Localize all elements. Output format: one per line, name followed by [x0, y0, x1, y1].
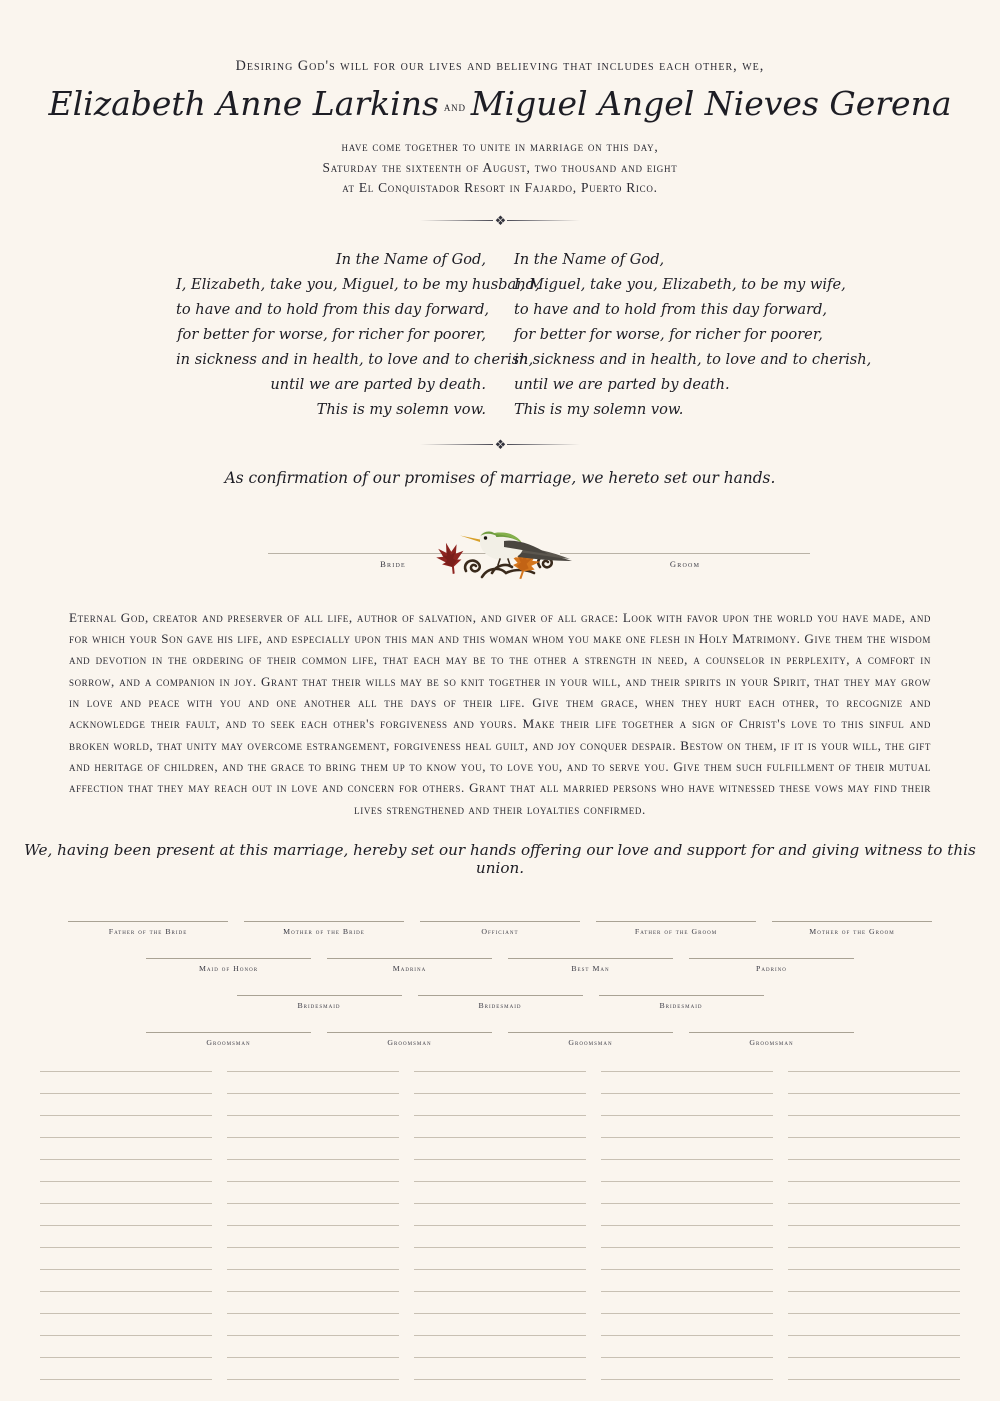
certificate-header	[0, 0, 1000, 199]
signature-rule	[68, 921, 228, 922]
guest-signature-line[interactable]	[601, 1313, 773, 1314]
hummingbird-illustration	[422, 511, 590, 589]
witness-slot[interactable]	[146, 958, 311, 973]
groom-signature-label: Groom	[669, 558, 701, 569]
guest-signature-line[interactable]	[788, 1269, 960, 1270]
guest-signature-line[interactable]	[788, 1137, 960, 1138]
witness-slot[interactable]	[420, 921, 580, 936]
witness-slot[interactable]	[599, 995, 764, 1010]
guest-signature-line[interactable]	[40, 1225, 212, 1226]
confirmation-statement: As confirmation of our promises of marriage, we hereto set our hands.	[224, 468, 776, 487]
guest-signature-line[interactable]	[414, 1137, 586, 1138]
guest-signature-line[interactable]	[227, 1137, 399, 1138]
guest-signature-line[interactable]	[788, 1357, 960, 1358]
ornamental-divider-bottom	[420, 437, 580, 453]
witness-row-parents	[0, 921, 1000, 936]
groom-vow-line: I, Miguel, take you, Elizabeth, to be my wife,	[514, 275, 846, 293]
guest-signature-line[interactable]	[40, 1093, 212, 1094]
groom-name: Miguel Angel Nieves Gerena	[470, 84, 952, 124]
witness-label: Best Man	[571, 963, 610, 973]
signature-rule	[689, 958, 854, 959]
signature-rule	[772, 921, 932, 922]
bride-vow-line: for better for worse, for richer for poorer,	[177, 326, 486, 344]
guest-signature-line[interactable]	[414, 1335, 586, 1336]
signature-rule	[508, 958, 673, 959]
guest-signature-line[interactable]	[601, 1269, 773, 1270]
guest-signature-line[interactable]	[227, 1071, 399, 1072]
guest-signature-line[interactable]	[601, 1357, 773, 1358]
guest-signature-line[interactable]	[227, 1203, 399, 1204]
witness-label: Mother of the Bride	[283, 926, 365, 936]
guest-signature-line[interactable]	[227, 1159, 399, 1160]
guest-signature-grid	[40, 1071, 960, 1401]
witness-slot[interactable]	[772, 921, 932, 936]
guest-signature-line[interactable]	[788, 1071, 960, 1072]
bride-vow-line: In the Name of God,	[335, 250, 486, 268]
guest-signature-line[interactable]	[601, 1093, 773, 1094]
signature-rule	[508, 1032, 673, 1033]
bride-signature-label: Bride	[380, 558, 406, 569]
witness-label: Groomsman	[749, 1037, 794, 1047]
guest-signature-line[interactable]	[788, 1379, 960, 1380]
bride-vow-line: in sickness and in health, to love and to cherish,	[176, 351, 534, 369]
witness-label: Groomsman	[568, 1037, 613, 1047]
guest-signature-line[interactable]	[601, 1291, 773, 1292]
vows-section	[0, 247, 1000, 423]
groom-vow-line: for better for worse, for richer for poorer,	[514, 326, 823, 344]
event-line-1: have come together to unite in marriage on this day,	[341, 138, 659, 154]
guest-signature-line[interactable]	[40, 1269, 212, 1270]
witness-label: Father of the Groom	[634, 926, 718, 936]
witness-statement: We, having been present at this marriage, hereby set our hands offering our love and support for and giving witness to this union.	[24, 840, 976, 877]
bride-vow-line: I, Elizabeth, take you, Miguel, to be my husband,	[176, 275, 540, 293]
signature-rule	[237, 995, 402, 996]
guest-signature-line[interactable]	[601, 1247, 773, 1248]
signature-rule	[327, 958, 492, 959]
divider-rule-left	[420, 444, 493, 445]
guest-signature-line[interactable]	[601, 1115, 773, 1116]
guest-signature-line[interactable]	[227, 1335, 399, 1336]
guest-signature-line[interactable]	[227, 1093, 399, 1094]
couple-signature-block	[0, 513, 1000, 585]
ornamental-divider-top	[420, 213, 580, 229]
guest-signature-line[interactable]	[414, 1093, 586, 1094]
groom-vow-line: in sickness and in health, to love and to cherish,	[514, 351, 872, 369]
guest-signature-line[interactable]	[788, 1115, 960, 1116]
witness-slot[interactable]	[689, 1032, 854, 1047]
guest-signature-line[interactable]	[414, 1159, 586, 1160]
guest-signature-line[interactable]	[227, 1313, 399, 1314]
witness-label: Groomsman	[206, 1037, 251, 1047]
bride-vow	[176, 247, 540, 423]
witness-label: Bridesmaid	[659, 1000, 703, 1010]
guest-signature-line[interactable]	[414, 1225, 586, 1226]
guest-signature-line[interactable]	[601, 1159, 773, 1160]
guest-signature-line[interactable]	[227, 1181, 399, 1182]
witness-slot[interactable]	[596, 921, 756, 936]
witness-slot[interactable]	[689, 958, 854, 973]
witness-row-honor-attendants	[0, 958, 1000, 973]
guest-signature-line[interactable]	[227, 1115, 399, 1116]
intro-statement: Desiring God's will for our lives and believing that includes each other, we,	[235, 58, 765, 74]
names-conjunction: and	[443, 99, 466, 115]
guest-signature-line[interactable]	[601, 1379, 773, 1380]
guest-signature-line[interactable]	[788, 1247, 960, 1248]
guest-signature-line[interactable]	[227, 1247, 399, 1248]
guest-signature-line[interactable]	[788, 1225, 960, 1226]
event-line-2: Saturday the sixteenth of August, two thousand and eight	[322, 159, 678, 175]
guest-signature-column	[40, 1071, 212, 1401]
witness-slot[interactable]	[68, 921, 228, 936]
bride-vow-line: This is my solemn vow.	[316, 401, 486, 419]
signature-rule	[420, 921, 580, 922]
bride-vow-line: until we are parted by death.	[270, 376, 486, 394]
groom-signature-slot[interactable]	[560, 553, 810, 569]
witness-slot[interactable]	[237, 995, 402, 1010]
witness-label: Padrino	[756, 963, 787, 973]
guest-signature-line[interactable]	[788, 1313, 960, 1314]
witness-signature-rows	[0, 921, 1000, 1047]
guest-signature-line[interactable]	[40, 1379, 212, 1380]
guest-signature-line[interactable]	[40, 1137, 212, 1138]
witness-slot[interactable]	[508, 958, 673, 973]
witness-slot[interactable]	[327, 1032, 492, 1047]
witness-label: Mother of the Groom	[809, 926, 895, 936]
witness-label: Bridesmaid	[297, 1000, 341, 1010]
witness-label: Madrina	[392, 963, 427, 973]
guest-signature-line[interactable]	[40, 1313, 212, 1314]
groom-vow-line: In the Name of God,	[514, 250, 665, 268]
groom-vow-line: This is my solemn vow.	[514, 401, 684, 419]
guest-signature-line[interactable]	[414, 1357, 586, 1358]
witness-slot[interactable]	[508, 1032, 673, 1047]
signature-rule	[146, 1032, 311, 1033]
guest-signature-line[interactable]	[788, 1181, 960, 1182]
guest-signature-line[interactable]	[40, 1357, 212, 1358]
divider-rule-right	[507, 444, 580, 445]
signature-rule	[327, 1032, 492, 1033]
guest-signature-line[interactable]	[788, 1159, 960, 1160]
signature-rule	[596, 921, 756, 922]
signature-rule	[418, 995, 583, 996]
guest-signature-line[interactable]	[414, 1247, 586, 1248]
divider-rule-right	[507, 220, 580, 221]
guest-signature-line[interactable]	[601, 1203, 773, 1204]
guest-signature-line[interactable]	[40, 1203, 212, 1204]
guest-signature-line[interactable]	[40, 1071, 212, 1072]
guest-signature-line[interactable]	[40, 1335, 212, 1336]
guest-signature-line[interactable]	[414, 1203, 586, 1204]
guest-signature-column	[788, 1071, 960, 1401]
guest-signature-column	[601, 1071, 773, 1401]
guest-signature-line[interactable]	[788, 1335, 960, 1336]
signature-rule	[146, 958, 311, 959]
guest-signature-line[interactable]	[414, 1071, 586, 1072]
guest-signature-line[interactable]	[414, 1313, 586, 1314]
groom-vow-line: to have and to hold from this day forward,	[514, 301, 828, 319]
groom-vow-line: until we are parted by death.	[514, 376, 730, 394]
guest-signature-line[interactable]	[414, 1269, 586, 1270]
fleuron-icon: ❖	[494, 213, 506, 229]
guest-signature-line[interactable]	[601, 1335, 773, 1336]
guest-signature-line[interactable]	[414, 1115, 586, 1116]
guest-signature-line[interactable]	[227, 1357, 399, 1358]
guest-signature-line[interactable]	[227, 1225, 399, 1226]
guest-signature-line[interactable]	[601, 1225, 773, 1226]
witness-slot[interactable]	[418, 995, 583, 1010]
guest-signature-line[interactable]	[601, 1181, 773, 1182]
signature-rule	[560, 553, 810, 554]
bride-vow-line: to have and to hold from this day forward,	[176, 301, 490, 319]
witness-label: Father of the Bride	[108, 926, 188, 936]
witness-label: Groomsman	[387, 1037, 432, 1047]
guest-signature-column	[414, 1071, 586, 1401]
witness-slot[interactable]	[327, 958, 492, 973]
guest-signature-line[interactable]	[40, 1115, 212, 1116]
couple-names	[0, 85, 1000, 124]
bride-name: Elizabeth Anne Larkins	[48, 84, 439, 124]
witness-label: Bridesmaid	[478, 1000, 522, 1010]
guest-signature-line[interactable]	[227, 1379, 399, 1380]
witness-slot[interactable]	[244, 921, 404, 936]
guest-signature-line[interactable]	[601, 1137, 773, 1138]
guest-signature-line[interactable]	[414, 1181, 586, 1182]
guest-signature-line[interactable]	[227, 1291, 399, 1292]
witness-label: Maid of Honor	[198, 963, 259, 973]
groom-vow	[500, 247, 872, 423]
witness-label: Officiant	[481, 926, 519, 936]
guest-signature-line[interactable]	[788, 1203, 960, 1204]
guest-signature-line[interactable]	[414, 1379, 586, 1380]
guest-signature-line[interactable]	[40, 1247, 212, 1248]
prayer-paragraph: Eternal God, creator and preserver of all life, author of salvation, and giver of all grace: Look with favor upon the world you have made, and for which your Son gave his life, and especially upon this man and this woman whom you make one flesh in Holy Matrimony. Give them the wisdom and devotion in the ordering of their common life, that each may be to the other a strength in need, a counselor in perplexity, a comfort in sorrow, and a companion in joy. Grant that their wills may be so knit together in your will, and their spirits in your Spirit, that they may grow in love and peace with you and one another all the days of their life. Give them grace, when they hurt each other, to recognize and acknowledge their fault, and to seek each other's forgiveness and yours. Make their life together a sign of Christ's love to this sinful and broken world, that unity may overcome estrangement, forgiveness heal guilt, and joy conquer despair. Bestow on them, if it is your will, the gift and heritage of children, and the grace to bring them up to know you, to love you, and to serve you. Give them such fulfillment of their mutual affection that they may reach out in love and concern for others. Grant that all married persons who have witnessed these vows may find their lives strengthened and their loyalties confirmed.	[69, 609, 931, 817]
signature-rule	[599, 995, 764, 996]
event-line-3: at El Conquistador Resort in Fajardo, Puerto Rico.	[342, 180, 658, 196]
guest-signature-line[interactable]	[414, 1291, 586, 1292]
witness-row-bridesmaids	[0, 995, 1000, 1010]
guest-signature-line[interactable]	[40, 1159, 212, 1160]
guest-signature-line[interactable]	[788, 1291, 960, 1292]
event-details	[0, 137, 1000, 199]
guest-signature-column	[227, 1071, 399, 1401]
signature-rule	[244, 921, 404, 922]
guest-signature-line[interactable]	[788, 1093, 960, 1094]
witness-slot[interactable]	[146, 1032, 311, 1047]
divider-rule-left	[420, 220, 493, 221]
guest-signature-line[interactable]	[601, 1071, 773, 1072]
witness-row-groomsmen	[0, 1032, 1000, 1047]
guest-signature-line[interactable]	[40, 1181, 212, 1182]
guest-signature-line[interactable]	[40, 1291, 212, 1292]
guest-signature-line[interactable]	[227, 1269, 399, 1270]
signature-rule	[689, 1032, 854, 1033]
fleuron-icon: ❖	[494, 437, 506, 453]
